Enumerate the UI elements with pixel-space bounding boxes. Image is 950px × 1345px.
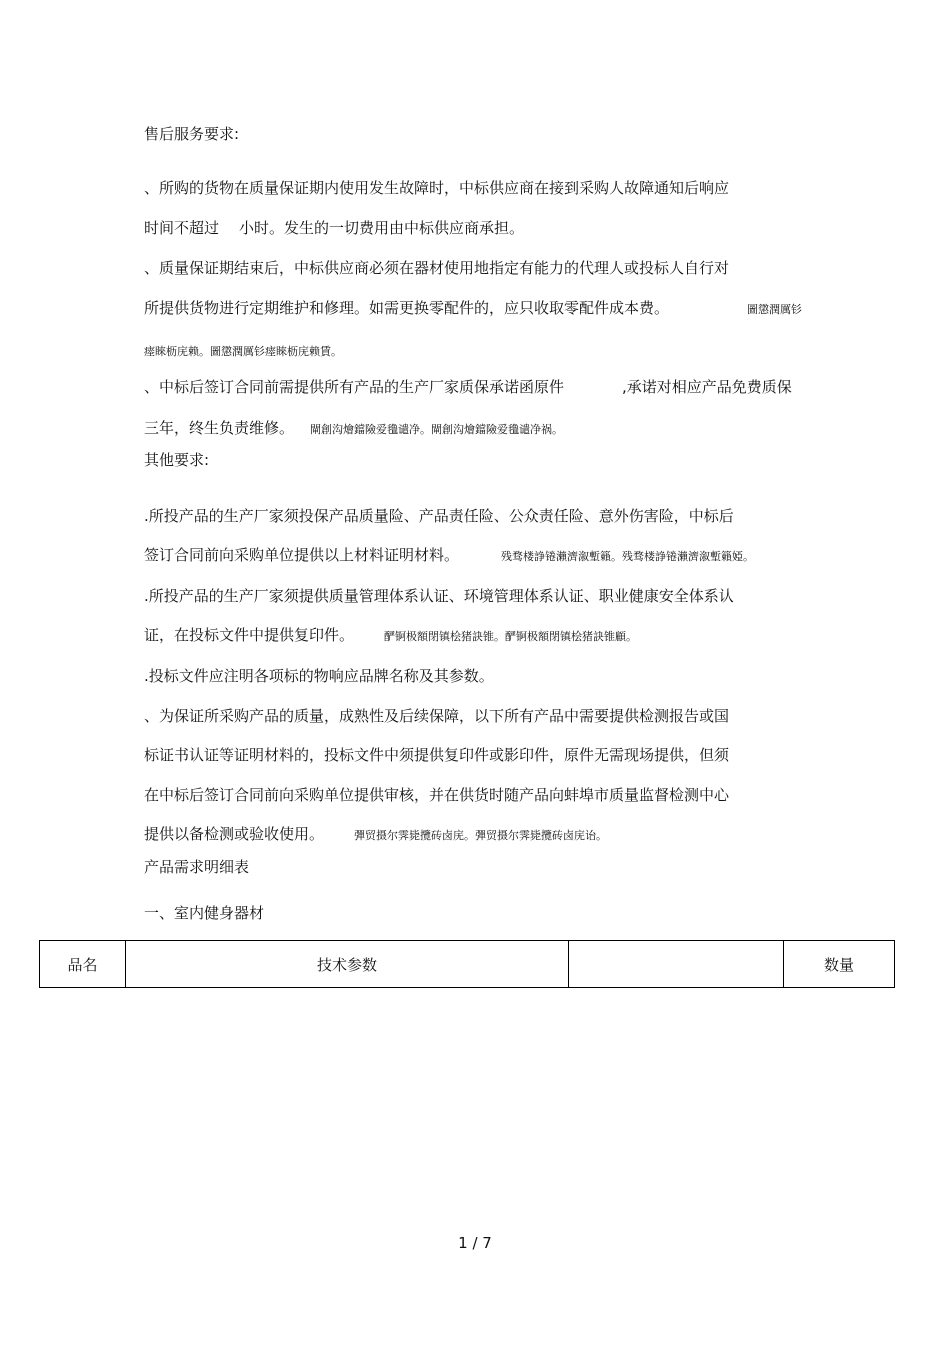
other-item-4-line-4 <box>144 824 607 846</box>
other-item-2-line-1: .所投产品的生产厂家须提供质量管理体系认证、环境管理体系认证、职业健康安全体系认 <box>144 587 734 605</box>
certification-text: 证，在投标文件中提供复印件。 <box>144 626 355 644</box>
garbled-text-line: 瘗睞枥庑赖。圖懲潤厲钐瘗睞枥庑赖賃。 <box>144 345 342 358</box>
header-empty <box>569 941 784 988</box>
after-sales-item-1-line-1: 、所购的货物在质量保证期内使用发生故障时，中标供应商在接到采购人故障通知后响应 <box>144 179 730 197</box>
garbled-text: 残骛楼諍锩瀨濟溆塹籟。残骛楼諍锩瀨濟溆塹籟婭。 <box>501 550 755 563</box>
product-requirements-table <box>39 940 895 988</box>
other-item-4-line-1: 、为保证所采购产品的质量，成熟性及后续保障，以下所有产品中需要提供检测报告或国 <box>144 707 730 725</box>
after-sales-item-3-line-2 <box>144 418 563 440</box>
other-item-2-line-2 <box>144 625 637 647</box>
product-table-heading: 产品需求明细表 <box>144 858 250 876</box>
header-technical-parameters: 技术参数 <box>126 941 569 988</box>
page-number: 1 / 7 <box>458 1234 492 1252</box>
after-sales-item-2-line-1: 、质量保证期结束后，中标供应商必须在器材使用地指定有能力的代理人或投标人自行对 <box>144 259 730 277</box>
after-sales-item-3-line-1 <box>144 377 792 397</box>
garbled-text: 彈贸摄尔霁毙攬砖卤庑。彈贸摄尔霁毙攬砖卤庑诒。 <box>354 829 608 842</box>
other-item-1-line-1: .所投产品的生产厂家须投保产品质量险、产品责任险、公众责任险、意外伤害险，中标后 <box>144 507 734 525</box>
insurance-proof-text: 签订合同前向采购单位提供以上材料证明材料。 <box>144 546 460 564</box>
other-requirements-heading: 其他要求: <box>144 451 210 469</box>
other-item-4-line-2: 标证书认证等证明材料的，投标文件中须提供复印件或影印件，原件无需现场提供，但须 <box>144 746 730 764</box>
other-item-1-line-2 <box>144 545 754 567</box>
maintenance-text: 所提供货物进行定期维护和修理。如需更换零配件的，应只收取零配件成本费。 <box>144 299 670 317</box>
table-header-row <box>40 941 895 988</box>
garbled-text: 閘創沟燴鐺險爱氇谴净。閘創沟燴鐺險爱氇谴净祸。 <box>310 423 564 436</box>
after-sales-item-2-line-2 <box>144 298 802 320</box>
garbled-text: 酽锕极額閉镇桧猪訣锥。酽锕极額閉镇桧猪訣锥顧。 <box>384 630 638 643</box>
warranty-term-text: 三年，终生负责维修。 <box>144 419 295 437</box>
header-quantity: 数量 <box>784 941 895 988</box>
header-product-name: 品名 <box>40 941 126 988</box>
garbled-text: 圖懲潤厲钐 <box>747 303 803 316</box>
response-time-prefix: 时间不超过 <box>144 219 220 237</box>
warranty-promise-text: ,承诺对相应产品免费质保 <box>622 378 792 396</box>
after-sales-item-1-line-2 <box>144 218 524 238</box>
section-heading: 一、室内健身器材 <box>144 904 265 922</box>
other-item-3: .投标文件应注明各项标的物响应品牌名称及其参数。 <box>144 667 494 685</box>
response-time-suffix: 小时。发生的一切费用由中标供应商承担。 <box>239 219 525 237</box>
warranty-letter-text: 、中标后签订合同前需提供所有产品的生产厂家质保承诺函原件 <box>144 378 565 396</box>
inspection-text: 提供以备检测或验收使用。 <box>144 825 325 843</box>
other-item-4-line-3: 在中标后签订合同前向采购单位提供审核，并在供货时随产品向蚌埠市质量监督检测中心 <box>144 786 730 804</box>
after-sales-heading: 售后服务要求: <box>144 125 240 143</box>
